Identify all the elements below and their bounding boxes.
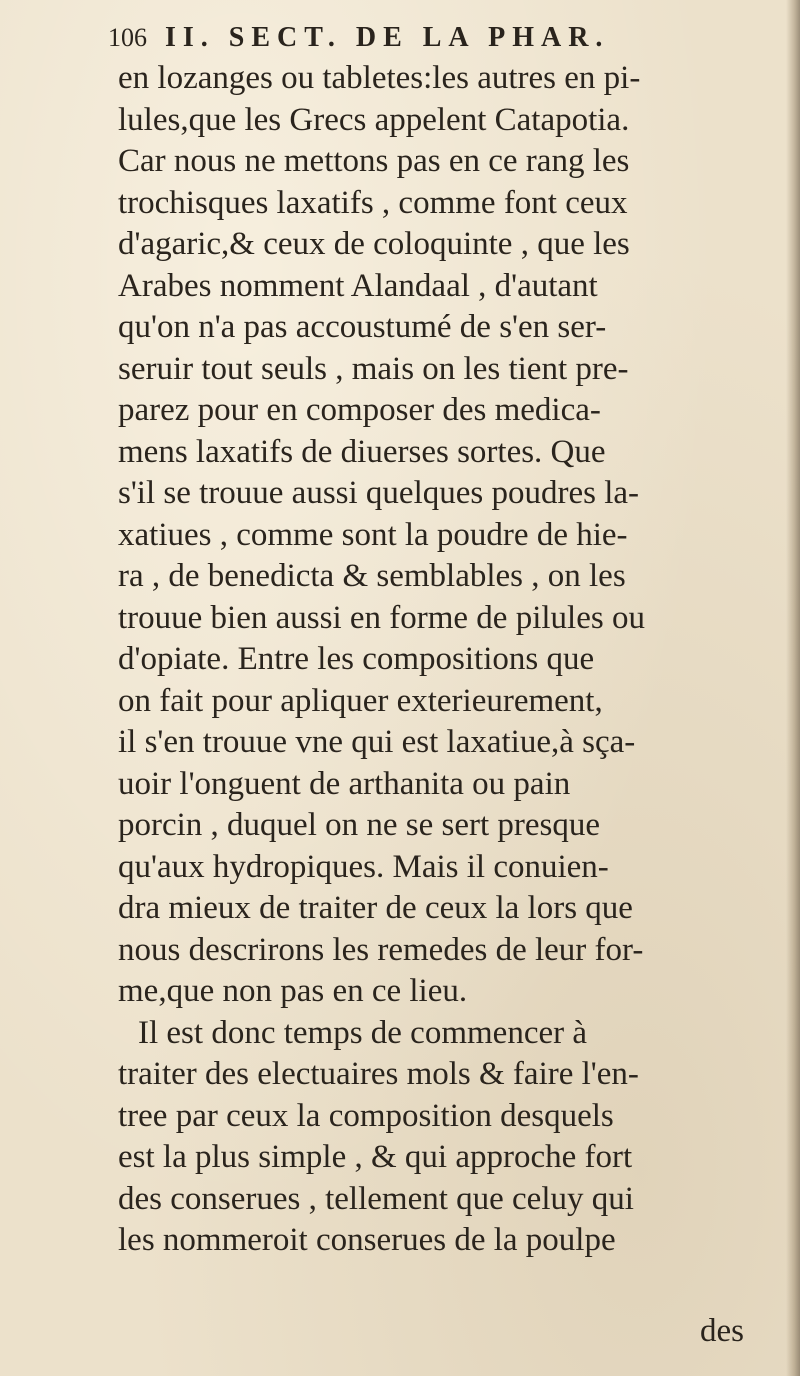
text-line: on fait pour apliquer exterieurement,	[118, 682, 603, 719]
text-line: s'il se trouue aussi quelques poudres la-	[118, 475, 640, 511]
text-line: porcin , duquel on ne se sert presque	[118, 807, 601, 843]
text-line: traiter des electuaires mols & faire l'en-	[118, 1056, 639, 1092]
text-line: parez pour en composer des medica-	[118, 392, 601, 428]
text-line: qu'aux hydropiques. Mais il conuien-	[118, 848, 609, 885]
text-line: d'opiate. Entre les compositions que	[118, 641, 595, 677]
text-line: Arabes nomment Alandaal , d'autant	[118, 267, 598, 304]
paragraph-start-line: Il est donc temps de commencer à	[138, 1014, 587, 1051]
text-line: tree par ceux la composition desquels	[118, 1097, 614, 1134]
text-line: les nommeroit conserues de la poulpe	[118, 1222, 616, 1258]
text-line: seruir tout seuls , mais on les tient pre-	[118, 350, 629, 387]
text-line: qu'on n'a pas accoustumé de s'en ser-	[118, 309, 607, 345]
text-line: dra mieux de traiter de ceux la lors que	[118, 890, 633, 926]
running-head: II. SECT. DE LA PHAR.	[165, 22, 610, 53]
body-text	[118, 58, 778, 1262]
text-line: Car nous ne mettons pas en ce rang les	[118, 143, 630, 179]
page-header	[108, 14, 768, 58]
text-line: nous descrirons les remedes de leur for-	[118, 931, 644, 968]
page-gutter-shadow	[786, 0, 800, 1376]
text-line: est la plus simple , & qui approche fort	[118, 1139, 633, 1175]
text-line: trouue bien aussi en forme de pilules ou	[118, 599, 645, 636]
text-line: mens laxatifs de diuerses sortes. Que	[118, 433, 606, 470]
text-line: me,que non pas en ce lieu.	[118, 973, 468, 1009]
text-line: uoir l'onguent de arthanita ou pain	[118, 765, 571, 802]
text-line: xatiues , comme sont la poudre de hie-	[118, 516, 628, 553]
text-line: en lozanges ou tabletes:les autres en pi-	[118, 60, 641, 96]
text-line: il s'en trouue vne qui est laxatiue,à sça-	[118, 724, 636, 760]
page-number: 106	[108, 23, 147, 52]
text-line: ra , de benedicta & semblables , on les	[118, 558, 626, 594]
text-line: des conserues , tellement que celuy qui	[118, 1180, 634, 1217]
text-line: trochisques laxatifs , comme font ceux	[118, 184, 628, 221]
text-line: d'agaric,& ceux de coloquinte , que les	[118, 226, 630, 262]
text-line: lules,que les Grecs appelent Catapotia.	[118, 101, 630, 138]
catchword: des	[700, 1313, 744, 1349]
